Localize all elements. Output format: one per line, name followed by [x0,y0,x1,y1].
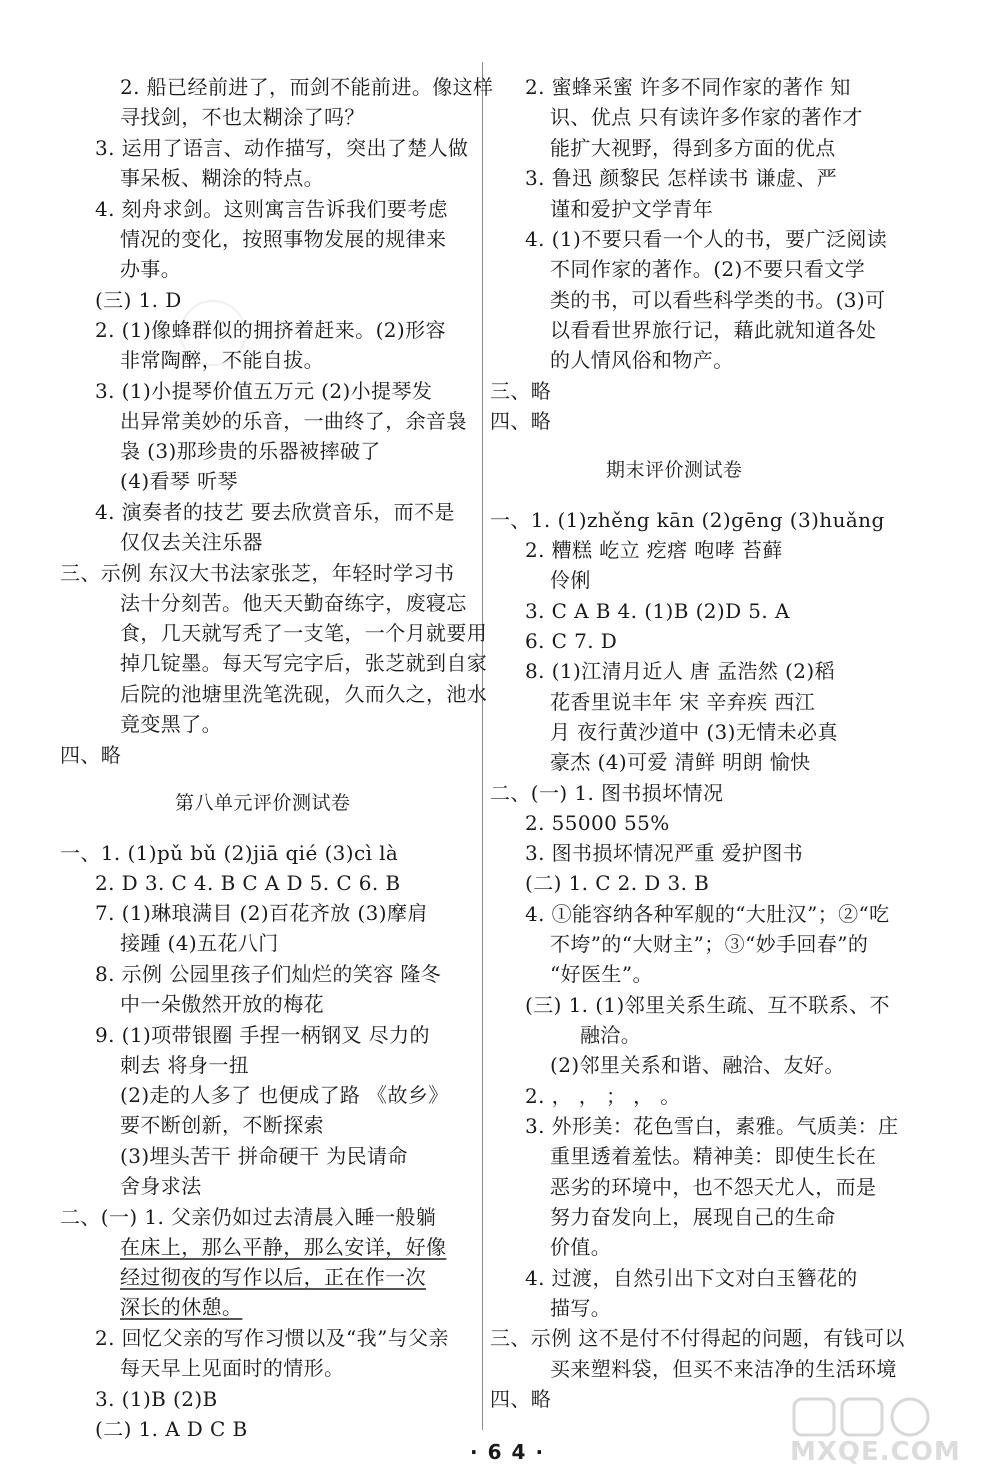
answer-line-underlined: 深长的休憩。 [120,1295,243,1319]
column-divider [482,62,483,1430]
answer-line: 二、(一) 1. 父亲仍如过去清晨入睡一般躺 [60,1205,437,1229]
answer-line: 舍身求法 [120,1174,202,1198]
answer-line: 3. (1)小提琴价值五万元 (2)小提琴发 [95,379,433,403]
answer-line: 接踵 (4)五花八门 [120,931,279,955]
answer-line: 二、(一) 1. 图书损坏情况 [490,781,724,805]
answer-line: 3. 图书损坏情况严重 爱护图书 [525,841,804,865]
answer-line: 重里透着羞怯。精神美：即使生长在 [550,1144,877,1168]
answer-line: 办事。 [120,257,182,281]
answer-line: 中一朵傲然开放的梅花 [120,992,324,1016]
answer-line: 寻找剑，不也太糊涂了吗？ [120,105,365,129]
answer-line: 食，几天就写秃了一支笔，一个月就要用 [120,621,488,645]
answer-line: 三、示例 这不是付不付得起的问题，有钱可以 [490,1326,905,1350]
answer-line: 三、略 [490,379,552,403]
answer-line: 刺去 将身一扭 [120,1053,250,1077]
answer-line: 出异常美妙的乐音，一曲终了，余音袅 [120,409,467,433]
answer-line: 8. (1)江清月近人 唐 孟浩然 (2)稻 [525,659,835,683]
answer-line: 三、示例 东汉大书法家张芝，年轻时学习书 [60,561,455,585]
answer-line: 2. ， ， ； ， 。 [525,1084,681,1108]
answer-line: 月 夜行黄沙道中 (3)无情未必真 [550,720,838,744]
answer-line: (4)看琴 听琴 [120,469,238,493]
answer-line: 竟变黑了。 [120,712,222,736]
answer-line: 4. (1)不要只看一个人的书，要广泛阅读 [525,227,888,251]
answer-line: 类的书，可以看些科学类的书。(3)可 [550,288,886,312]
section-title-unit8: 第八单元评价测试卷 [175,792,351,814]
answer-line: 不同作家的著作。(2)不要只看文学 [550,257,866,281]
answer-line: 四、略 [490,409,552,433]
answer-line: 4. 刻舟求剑。这则寓言告诉我们要考虑 [95,197,449,221]
answer-line: “好医生”。 [550,962,653,986]
answer-line: 的人情风俗和物产。 [550,348,734,372]
answer-line: 2. 蜜蜂采蜜 许多不同作家的著作 知 [525,75,851,99]
answer-line: 4. 演奏者的技艺 要去欣赏音乐，而不是 [95,500,455,524]
answer-line: 8. 示例 公园里孩子们灿烂的笑容 隆冬 [95,962,442,986]
answer-line: 6. C 7. D [525,629,618,653]
answer-line: 7. (1)琳琅满目 (2)百花齐放 (3)摩肩 [95,901,428,925]
answer-line: 2. 回忆父亲的写作习惯以及“我”与父亲 [95,1326,449,1350]
answer-line: 谨和爱护文学青年 [550,197,714,221]
answer-line: 非常陶醉，不能自拔。 [120,348,324,372]
watermark [790,1395,995,1467]
answer-line: (二) 1. A D C B [95,1417,248,1441]
answer-line: 伶俐 [550,568,591,592]
answer-line: 能扩大视野，得到多方面的优点 [550,136,836,160]
page-number: ·64· [470,1440,554,1464]
answer-line: 一、1. (1)zhěng kān (2)gēng (3)huǎng [490,508,885,532]
answer-line: 后院的池塘里洗笔洗砚，久而久之，池水 [120,682,488,706]
answer-line: 不垮”的“大财主”；③“妙手回春”的 [550,932,869,956]
answer-line: 仅仅去关注乐器 [120,530,263,554]
answer-line-underlined: 经过彻夜的写作以后，正在作一次 [120,1265,426,1289]
answer-line: 3. (1)B (2)B [95,1387,218,1411]
answer-line: 一、1. (1)pǔ bǔ (2)jiā qié (3)cì là [60,841,399,865]
answer-line: 4. 过渡，自然引出下文对白玉簪花的 [525,1266,858,1290]
answer-line: 四、略 [60,743,122,767]
answer-line: 识、优点 只有读许多作家的著作才 [550,105,863,129]
answer-line: 努力奋发向上，展现自己的生命 [550,1205,836,1229]
answer-line: 2. (1)像蜂群似的拥挤着赶来。(2)形容 [95,318,446,342]
answer-line: 每天早上见面时的情形。 [120,1356,345,1380]
answer-line: 袅 (3)那珍贵的乐器被摔破了 [120,439,381,463]
answer-line: 融洽。 [580,1023,642,1047]
answer-line: 花香里说丰年 宋 辛弃疾 西江 [550,690,816,714]
answer-line: 2. 55000 55% [525,811,670,835]
page-number-value: 64 [487,1440,536,1464]
answer-line: 4. ①能容纳各种军舰的“大肚汉”；②“吃 [525,902,890,926]
answer-line: (3)埋头苦干 拼命硬干 为民请命 [120,1144,408,1168]
answer-line: 3. 鲁迅 颜黎民 怎样读书 谦虚、严 [525,166,838,190]
answer-line: 情况的变化，按照事物发展的规律来 [120,227,447,251]
answer-line: 2. 糟糕 屹立 疙瘩 咆哮 苔藓 [525,538,783,562]
answer-line: 要不断创新，不断探索 [120,1113,324,1137]
answer-line: 四、略 [490,1387,552,1411]
section-title-final: 期末评价测试卷 [606,459,743,481]
answer-line: 以看看世界旅行记，藉此就知道各处 [550,318,877,342]
answer-line: 买来塑料袋，但买不来洁净的生活环境 [550,1357,897,1381]
watermark-seal-icon [790,1395,995,1439]
watermark-url: MXQE.COM [790,1437,961,1467]
answer-line: (2)走的人多了 也便成了路 《故乡》 [120,1083,449,1107]
answer-line: 3. 运用了语言、动作描写，突出了楚人做 [95,136,469,160]
answer-line: 价值。 [550,1235,612,1259]
answer-line: 恶劣的环境中，也不怨天尤人，而是 [550,1175,877,1199]
answer-line: 2. D 3. C 4. B C A D 5. C 6. B [95,871,401,895]
answer-line: (2)邻里关系和谐、融洽、友好。 [550,1053,845,1077]
answer-line: 法十分刻苦。他天天勤奋练字，废寝忘 [120,591,467,615]
answer-line: 豪杰 (4)可爱 清鲜 明朗 愉快 [550,750,811,774]
answer-line: 9. (1)项带银圈 手捏一柄钢叉 尽力的 [95,1023,430,1047]
answer-line: (三) 1. D [95,288,182,312]
answer-line: 3. C A B 4. (1)B (2)D 5. A [525,599,790,623]
answer-line: (三) 1. (1)邻里关系生疏、互不联系、不 [525,993,890,1017]
answer-line: 2. 船已经前进了，而剑不能前进。像这样 [120,75,494,99]
answer-line: (二) 1. C 2. D 3. B [525,871,710,895]
answer-line: 3. 外形美：花色雪白，素雅。气质美：庄 [525,1114,899,1138]
answer-line: 事呆板、糊涂的特点。 [120,166,324,190]
answer-line: 描写。 [550,1296,612,1320]
answer-line-underlined: 在床上，那么平静，那么安详，好像 [120,1235,447,1259]
answer-line: 掉几锭墨。每天写完字后，张芝就到自家 [120,651,488,675]
